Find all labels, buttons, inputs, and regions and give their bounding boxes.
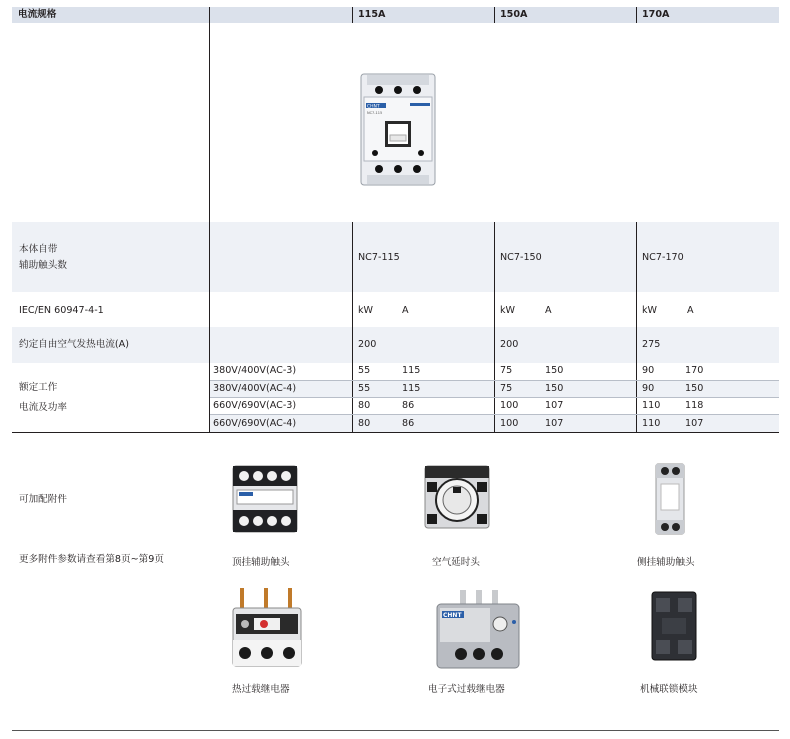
accessories-note: 更多附件参数请查看第8页~第9页 <box>19 554 164 565</box>
unit-a-115: A <box>402 305 409 316</box>
relay-brand: CHNT <box>443 612 462 619</box>
rated-kw-150: 75 <box>500 365 513 376</box>
unit-kw-150: kW <box>500 305 516 316</box>
accessories-title: 可加配附件 <box>19 494 67 505</box>
grid-line <box>352 7 353 23</box>
grid-line <box>494 222 495 432</box>
caption-thermal-relay: 热过载继电器 <box>232 684 290 695</box>
rated-a-170: 150 <box>685 383 704 394</box>
unit-a-170: A <box>687 305 694 316</box>
contactor-brand: CHNT <box>367 104 380 110</box>
electronic-relay-image <box>434 588 522 670</box>
contactor-image <box>360 73 436 186</box>
grid-line <box>209 7 210 432</box>
caption-top-aux: 顶挂辅助触头 <box>232 557 290 568</box>
caption-time-delay: 空气延时头 <box>432 557 480 568</box>
unit-kw-115: kW <box>358 305 374 316</box>
rated-a-170: 118 <box>685 400 704 411</box>
grid-line <box>494 7 495 23</box>
rated-kw-115: 80 <box>358 418 371 429</box>
grid-line <box>210 380 779 381</box>
rated-kw-115: 80 <box>358 400 371 411</box>
header-170a: 170A <box>642 9 670 20</box>
thermal-115: 200 <box>358 339 377 350</box>
caption-side-aux: 侧挂辅助触头 <box>637 557 695 568</box>
rated-a-115: 86 <box>402 418 415 429</box>
rated-kw-170: 90 <box>642 365 655 376</box>
rated-a-170: 107 <box>685 418 704 429</box>
grid-line <box>210 397 779 398</box>
grid-line <box>636 7 637 23</box>
rated-a-115: 86 <box>402 400 415 411</box>
model-nc7-115: NC7-115 <box>358 252 400 263</box>
rated-a-150: 150 <box>545 365 564 376</box>
grid-line <box>636 222 637 432</box>
side-aux-contact-image <box>653 462 687 536</box>
rated-a-150: 107 <box>545 400 564 411</box>
thermal-150: 200 <box>500 339 519 350</box>
rated-kw-170: 90 <box>642 383 655 394</box>
rated-a-150: 107 <box>545 418 564 429</box>
mechanical-interlock-image <box>648 588 700 664</box>
top-aux-contact-image <box>231 463 299 535</box>
rated-kw-150: 100 <box>500 418 519 429</box>
unit-kw-170: kW <box>642 305 658 316</box>
rated-a-170: 170 <box>685 365 704 376</box>
rated-kw-170: 110 <box>642 400 661 411</box>
caption-mechanical-interlock: 机械联锁模块 <box>640 684 698 695</box>
rated-label-1: 额定工作 <box>19 382 58 393</box>
header-spec-label: 电流规格 <box>18 9 57 20</box>
aux-contact-label-2: 辅助触头数 <box>19 260 67 271</box>
rated-kw-115: 55 <box>358 365 371 376</box>
unit-a-150: A <box>545 305 552 316</box>
header-150a: 150A <box>500 9 528 20</box>
table-bottom-rule <box>12 432 779 433</box>
rated-a-115: 115 <box>402 383 421 394</box>
time-delay-image <box>423 462 491 532</box>
rated-condition: 660V/690V(AC-4) <box>213 418 297 429</box>
header-115a: 115A <box>358 9 386 20</box>
rated-kw-150: 75 <box>500 383 513 394</box>
model-nc7-150: NC7-150 <box>500 252 542 263</box>
contactor-model-plate: NC7-115 <box>367 111 383 115</box>
thermal-label: 约定自由空气发热电流(A) <box>19 339 129 350</box>
rated-condition: 660V/690V(AC-3) <box>213 400 297 411</box>
rated-a-150: 150 <box>545 383 564 394</box>
standard-label: IEC/EN 60947-4-1 <box>19 305 104 316</box>
rated-condition: 380V/400V(AC-4) <box>213 383 297 394</box>
thermal-relay-image <box>230 586 304 668</box>
thermal-170: 275 <box>642 339 661 350</box>
rated-condition: 380V/400V(AC-3) <box>213 365 297 376</box>
rated-kw-150: 100 <box>500 400 519 411</box>
footer-rule <box>12 730 779 731</box>
aux-contact-label-1: 本体自带 <box>19 244 58 255</box>
rated-a-115: 115 <box>402 365 421 376</box>
rated-kw-170: 110 <box>642 418 661 429</box>
caption-electronic-relay: 电子式过载继电器 <box>428 684 505 695</box>
grid-line <box>210 414 779 415</box>
rated-kw-115: 55 <box>358 383 371 394</box>
model-nc7-170: NC7-170 <box>642 252 684 263</box>
grid-line <box>352 222 353 432</box>
rated-label-2: 电流及功率 <box>19 402 67 413</box>
